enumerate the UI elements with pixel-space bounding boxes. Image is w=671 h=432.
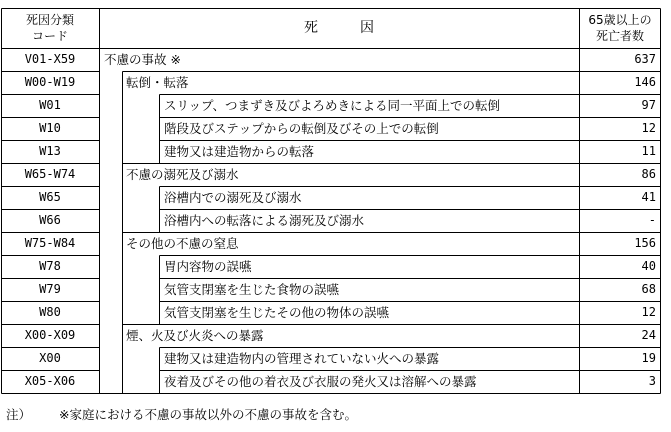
- row-count: 146: [634, 75, 656, 89]
- row-code: W75-W84: [24, 236, 76, 250]
- row-code: W10: [39, 121, 61, 135]
- row-code: W65-W74: [24, 167, 76, 181]
- row-cause: 建物又は建造物内の管理されていない火への暴露: [164, 351, 440, 366]
- row-count: 3: [648, 374, 656, 388]
- header-cause: 死 因: [304, 20, 374, 36]
- row-cause: その他の不慮の窒息: [126, 236, 239, 251]
- row-count: 19: [641, 351, 656, 365]
- row-code: X00-X09: [24, 328, 76, 342]
- row-count: 637: [634, 52, 656, 66]
- footnote: [6, 406, 357, 424]
- row-cause: 気管支閉塞を生じた食物の誤嚥: [164, 282, 340, 297]
- row-count: -: [648, 213, 656, 227]
- row-count: 24: [641, 328, 656, 342]
- row-cause: 建物又は建造物からの転落: [164, 144, 315, 159]
- header-code: [2, 12, 98, 44]
- row-count: 41: [641, 190, 656, 204]
- row-cause: 不慮の事故 ※: [104, 52, 181, 67]
- row-cause: 気管支閉塞を生じたその他の物体の誤嚥: [164, 305, 390, 320]
- row-code: W65: [39, 190, 61, 204]
- row-count: 68: [641, 282, 656, 296]
- row-cause: 胃内容物の誤嚥: [164, 259, 252, 274]
- row-cause: 煙、火及び火炎への暴露: [126, 328, 264, 343]
- row-cause: 浴槽内での溺死及び溺水: [164, 190, 302, 205]
- row-code: X00: [39, 351, 61, 365]
- row-count: 86: [641, 167, 656, 181]
- row-code: X05-X06: [24, 374, 76, 388]
- row-code: W66: [39, 213, 61, 227]
- row-count: 156: [634, 236, 656, 250]
- row-cause: 不慮の溺死及び溺水: [126, 167, 239, 182]
- row-count: 11: [641, 144, 656, 158]
- footnote-text: ※家庭における不慮の事故以外の不慮の事故を含む。: [59, 407, 357, 422]
- row-code: V01-X59: [24, 52, 76, 66]
- row-count: 97: [641, 98, 656, 112]
- header-count-line1: 65歳以上の: [588, 13, 652, 27]
- row-cause: 浴槽内への転落による溺死及び溺水: [164, 213, 365, 228]
- row-code: W01: [39, 98, 61, 112]
- header-code-line2: コード: [31, 29, 68, 43]
- header-count-line2: 死亡者数: [595, 29, 644, 43]
- row-count: 12: [641, 305, 656, 319]
- row-code: W00-W19: [24, 75, 76, 89]
- row-code: W13: [39, 144, 61, 158]
- header-count: [580, 12, 660, 44]
- row-cause: 階段及びステップからの転倒及びその上での転倒: [164, 121, 439, 136]
- header-code-line1: 死因分類: [25, 13, 74, 27]
- row-count: 12: [641, 121, 656, 135]
- footnote-label: 注）: [6, 407, 32, 422]
- row-code: W79: [39, 282, 61, 296]
- row-cause: スリップ、つまずき及びよろめきによる同一平面上での転倒: [164, 98, 501, 113]
- row-code: W78: [39, 259, 61, 273]
- row-cause: 転倒・転落: [126, 75, 189, 90]
- row-count: 40: [641, 259, 656, 273]
- row-code: W80: [39, 305, 61, 319]
- row-cause: 夜着及びその他の着衣及び衣服の発火又は溶解への暴露: [164, 374, 477, 389]
